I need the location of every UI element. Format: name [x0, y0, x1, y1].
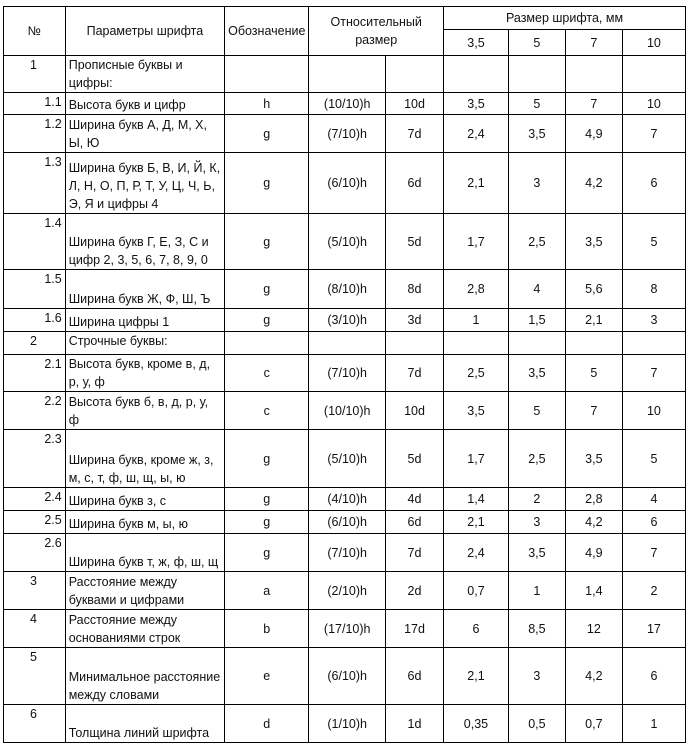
row-size-value: 5: [508, 93, 565, 115]
header-designation: Обозначение: [225, 7, 309, 56]
row-size-value: [444, 56, 509, 93]
header-size: 7: [565, 30, 622, 56]
row-size-value: 2,1: [444, 153, 509, 214]
row-number: 2: [4, 332, 66, 355]
table-row: [4, 153, 686, 214]
row-size-value: [508, 56, 565, 93]
row-size-value: 1,4: [444, 488, 509, 511]
table-row: [4, 511, 686, 534]
header-row-top: [4, 7, 686, 30]
row-size-value: 0,5: [508, 705, 565, 743]
row-size-value: 2: [508, 488, 565, 511]
row-size-value: 2,4: [444, 115, 509, 153]
row-designation: g: [225, 488, 309, 511]
row-size-value: 4,9: [565, 115, 622, 153]
table-row: [4, 332, 686, 355]
row-designation: d: [225, 705, 309, 743]
row-size-value: 7: [622, 534, 685, 572]
row-size-value: 10: [622, 392, 685, 430]
row-parameter: Ширина букв т, ж, ф, ш, щ: [65, 534, 224, 572]
row-size-value: [622, 56, 685, 93]
row-size-value: 4: [622, 488, 685, 511]
row-size-value: 3,5: [444, 93, 509, 115]
row-size-value: 3: [508, 511, 565, 534]
row-number: 1: [4, 56, 66, 93]
table-row: [4, 392, 686, 430]
row-size-value: 3,5: [508, 115, 565, 153]
row-parameter: Ширина букв А, Д, М, Х, Ы, Ю: [65, 115, 224, 153]
header-relative-size: Относительный размер: [309, 7, 444, 56]
row-relative-d: 2d: [385, 572, 443, 610]
row-size-value: 7: [622, 115, 685, 153]
row-size-value: 3: [508, 153, 565, 214]
row-relative-size: (7/10)h: [309, 115, 386, 153]
row-relative-size: (8/10)h: [309, 270, 386, 309]
row-size-value: 3: [508, 648, 565, 705]
row-size-value: 5: [622, 214, 685, 270]
row-size-value: 3,5: [444, 392, 509, 430]
row-relative-d: 1d: [385, 705, 443, 743]
row-size-value: 2: [622, 572, 685, 610]
row-relative-size: (7/10)h: [309, 355, 386, 392]
row-size-value: 1: [622, 705, 685, 743]
row-relative-size: (6/10)h: [309, 648, 386, 705]
row-relative-size: (4/10)h: [309, 488, 386, 511]
row-relative-size: [309, 56, 386, 93]
row-size-value: 6: [622, 648, 685, 705]
row-size-value: 1,7: [444, 214, 509, 270]
row-size-value: 7: [565, 93, 622, 115]
row-size-value: 7: [565, 392, 622, 430]
table-row: [4, 648, 686, 705]
table-row: [4, 214, 686, 270]
row-size-value: 2,5: [444, 355, 509, 392]
row-number: 2.1: [4, 355, 66, 392]
table-row: [4, 115, 686, 153]
table-row: [4, 56, 686, 93]
row-size-value: 5: [622, 430, 685, 488]
row-relative-d: 7d: [385, 355, 443, 392]
row-parameter: Толщина линий шрифта: [65, 705, 224, 743]
row-size-value: 4,2: [565, 648, 622, 705]
table-row: [4, 705, 686, 743]
row-parameter: Высота букв и цифр: [65, 93, 224, 115]
row-relative-d: 7d: [385, 115, 443, 153]
row-size-value: 3: [622, 309, 685, 332]
row-designation: g: [225, 511, 309, 534]
row-relative-size: (1/10)h: [309, 705, 386, 743]
row-size-value: 1,5: [508, 309, 565, 332]
row-parameter: Ширина букв Г, Е, З, С и цифр 2, 3, 5, 6, 7, 8, 9, 0: [65, 214, 224, 270]
header-num: №: [4, 7, 66, 56]
row-size-value: 4,2: [565, 153, 622, 214]
row-relative-d: [385, 56, 443, 93]
header-size: 3,5: [444, 30, 509, 56]
row-size-value: 4: [508, 270, 565, 309]
row-size-value: 2,5: [508, 430, 565, 488]
row-relative-d: 7d: [385, 534, 443, 572]
row-relative-d: 6d: [385, 511, 443, 534]
row-size-value: 6: [444, 610, 509, 648]
row-relative-d: 8d: [385, 270, 443, 309]
row-relative-d: 3d: [385, 309, 443, 332]
row-designation: h: [225, 93, 309, 115]
row-designation: a: [225, 572, 309, 610]
row-size-value: 1: [508, 572, 565, 610]
row-size-value: 2,1: [444, 511, 509, 534]
header-size: 5: [508, 30, 565, 56]
row-relative-size: [309, 332, 386, 355]
row-parameter: Прописные буквы и цифры:: [65, 56, 224, 93]
row-designation: g: [225, 270, 309, 309]
row-relative-d: 5d: [385, 430, 443, 488]
row-number: 5: [4, 648, 66, 705]
row-parameter: Ширина букв Ж, Ф, Ш, Ъ: [65, 270, 224, 309]
row-size-value: 2,5: [508, 214, 565, 270]
row-parameter: Ширина цифры 1: [65, 309, 224, 332]
row-number: 2.3: [4, 430, 66, 488]
row-parameter: Ширина букв м, ы, ю: [65, 511, 224, 534]
row-parameter: Расстояние между буквами и цифрами: [65, 572, 224, 610]
row-size-value: 3,5: [508, 355, 565, 392]
row-relative-size: (17/10)h: [309, 610, 386, 648]
row-relative-d: 17d: [385, 610, 443, 648]
row-designation: g: [225, 309, 309, 332]
row-relative-d: 5d: [385, 214, 443, 270]
row-designation: [225, 332, 309, 355]
row-designation: g: [225, 214, 309, 270]
row-number: 1.5: [4, 270, 66, 309]
row-parameter: Строчные буквы:: [65, 332, 224, 355]
row-size-value: 5: [565, 355, 622, 392]
row-designation: g: [225, 153, 309, 214]
row-size-value: 6: [622, 153, 685, 214]
row-relative-size: (6/10)h: [309, 153, 386, 214]
row-number: 1.4: [4, 214, 66, 270]
row-size-value: 5,6: [565, 270, 622, 309]
row-size-value: 2,8: [565, 488, 622, 511]
row-designation: c: [225, 392, 309, 430]
row-relative-size: (3/10)h: [309, 309, 386, 332]
row-number: 1.3: [4, 153, 66, 214]
row-relative-d: 10d: [385, 93, 443, 115]
row-size-value: 3,5: [565, 430, 622, 488]
row-size-value: [622, 332, 685, 355]
row-size-value: 1: [444, 309, 509, 332]
row-size-value: 12: [565, 610, 622, 648]
row-relative-d: [385, 332, 443, 355]
row-designation: g: [225, 430, 309, 488]
table-row: [4, 309, 686, 332]
row-size-value: 6: [622, 511, 685, 534]
row-size-value: 0,35: [444, 705, 509, 743]
row-number: 1.2: [4, 115, 66, 153]
row-size-value: 17: [622, 610, 685, 648]
row-size-value: 5: [508, 392, 565, 430]
row-parameter: Ширина букв з, с: [65, 488, 224, 511]
row-parameter: Высота букв, кроме в, д, р, у, ф: [65, 355, 224, 392]
row-parameter: Ширина букв Б, В, И, Й, К, Л, Н, О, П, Р, Т, У, Ц, Ч, Ь, Э, Я и цифры 4: [65, 153, 224, 214]
row-parameter: Минимальное расстояние между словами: [65, 648, 224, 705]
row-designation: c: [225, 355, 309, 392]
row-designation: g: [225, 115, 309, 153]
row-parameter: Расстояние между основаниями строк: [65, 610, 224, 648]
row-size-value: [565, 332, 622, 355]
table-row: [4, 534, 686, 572]
row-size-value: 0,7: [565, 705, 622, 743]
table-row: [4, 430, 686, 488]
header-params: Параметры шрифта: [65, 7, 224, 56]
row-size-value: 7: [622, 355, 685, 392]
row-parameter: Ширина букв, кроме ж, з, м, с, т, ф, ш, щ, ы, ю: [65, 430, 224, 488]
table-row: [4, 488, 686, 511]
table-row: [4, 572, 686, 610]
row-size-value: 1,7: [444, 430, 509, 488]
header-size: 10: [622, 30, 685, 56]
row-parameter: Высота букв б, в, д, р, у, ф: [65, 392, 224, 430]
table-row: [4, 610, 686, 648]
row-size-value: [508, 332, 565, 355]
row-relative-size: (7/10)h: [309, 534, 386, 572]
row-relative-size: (5/10)h: [309, 430, 386, 488]
row-designation: [225, 56, 309, 93]
table-body: [4, 56, 686, 743]
row-size-value: [444, 332, 509, 355]
row-relative-size: (6/10)h: [309, 511, 386, 534]
row-number: 2.2: [4, 392, 66, 430]
row-number: 3: [4, 572, 66, 610]
row-size-value: 2,4: [444, 534, 509, 572]
row-designation: e: [225, 648, 309, 705]
font-parameters-table: [3, 6, 686, 743]
row-size-value: 4,2: [565, 511, 622, 534]
table-row: [4, 93, 686, 115]
row-size-value: 2,1: [444, 648, 509, 705]
row-number: 4: [4, 610, 66, 648]
row-number: 1.1: [4, 93, 66, 115]
row-relative-size: (5/10)h: [309, 214, 386, 270]
row-relative-size: (10/10)h: [309, 392, 386, 430]
row-size-value: 2,1: [565, 309, 622, 332]
table-row: [4, 270, 686, 309]
row-designation: g: [225, 534, 309, 572]
row-number: 2.4: [4, 488, 66, 511]
row-size-value: 8,5: [508, 610, 565, 648]
row-size-value: 0,7: [444, 572, 509, 610]
table-row: [4, 355, 686, 392]
row-number: 2.6: [4, 534, 66, 572]
row-relative-d: 10d: [385, 392, 443, 430]
row-number: 6: [4, 705, 66, 743]
row-number: 1.6: [4, 309, 66, 332]
row-size-value: 2,8: [444, 270, 509, 309]
row-number: 2.5: [4, 511, 66, 534]
row-size-value: 4,9: [565, 534, 622, 572]
row-size-value: 1,4: [565, 572, 622, 610]
row-size-value: [565, 56, 622, 93]
row-designation: b: [225, 610, 309, 648]
row-relative-size: (10/10)h: [309, 93, 386, 115]
row-relative-d: 6d: [385, 648, 443, 705]
row-size-value: 8: [622, 270, 685, 309]
row-relative-d: 6d: [385, 153, 443, 214]
row-relative-d: 4d: [385, 488, 443, 511]
row-size-value: 10: [622, 93, 685, 115]
row-size-value: 3,5: [508, 534, 565, 572]
row-size-value: 3,5: [565, 214, 622, 270]
row-relative-size: (2/10)h: [309, 572, 386, 610]
header-font-size: Размер шрифта, мм: [444, 7, 686, 30]
